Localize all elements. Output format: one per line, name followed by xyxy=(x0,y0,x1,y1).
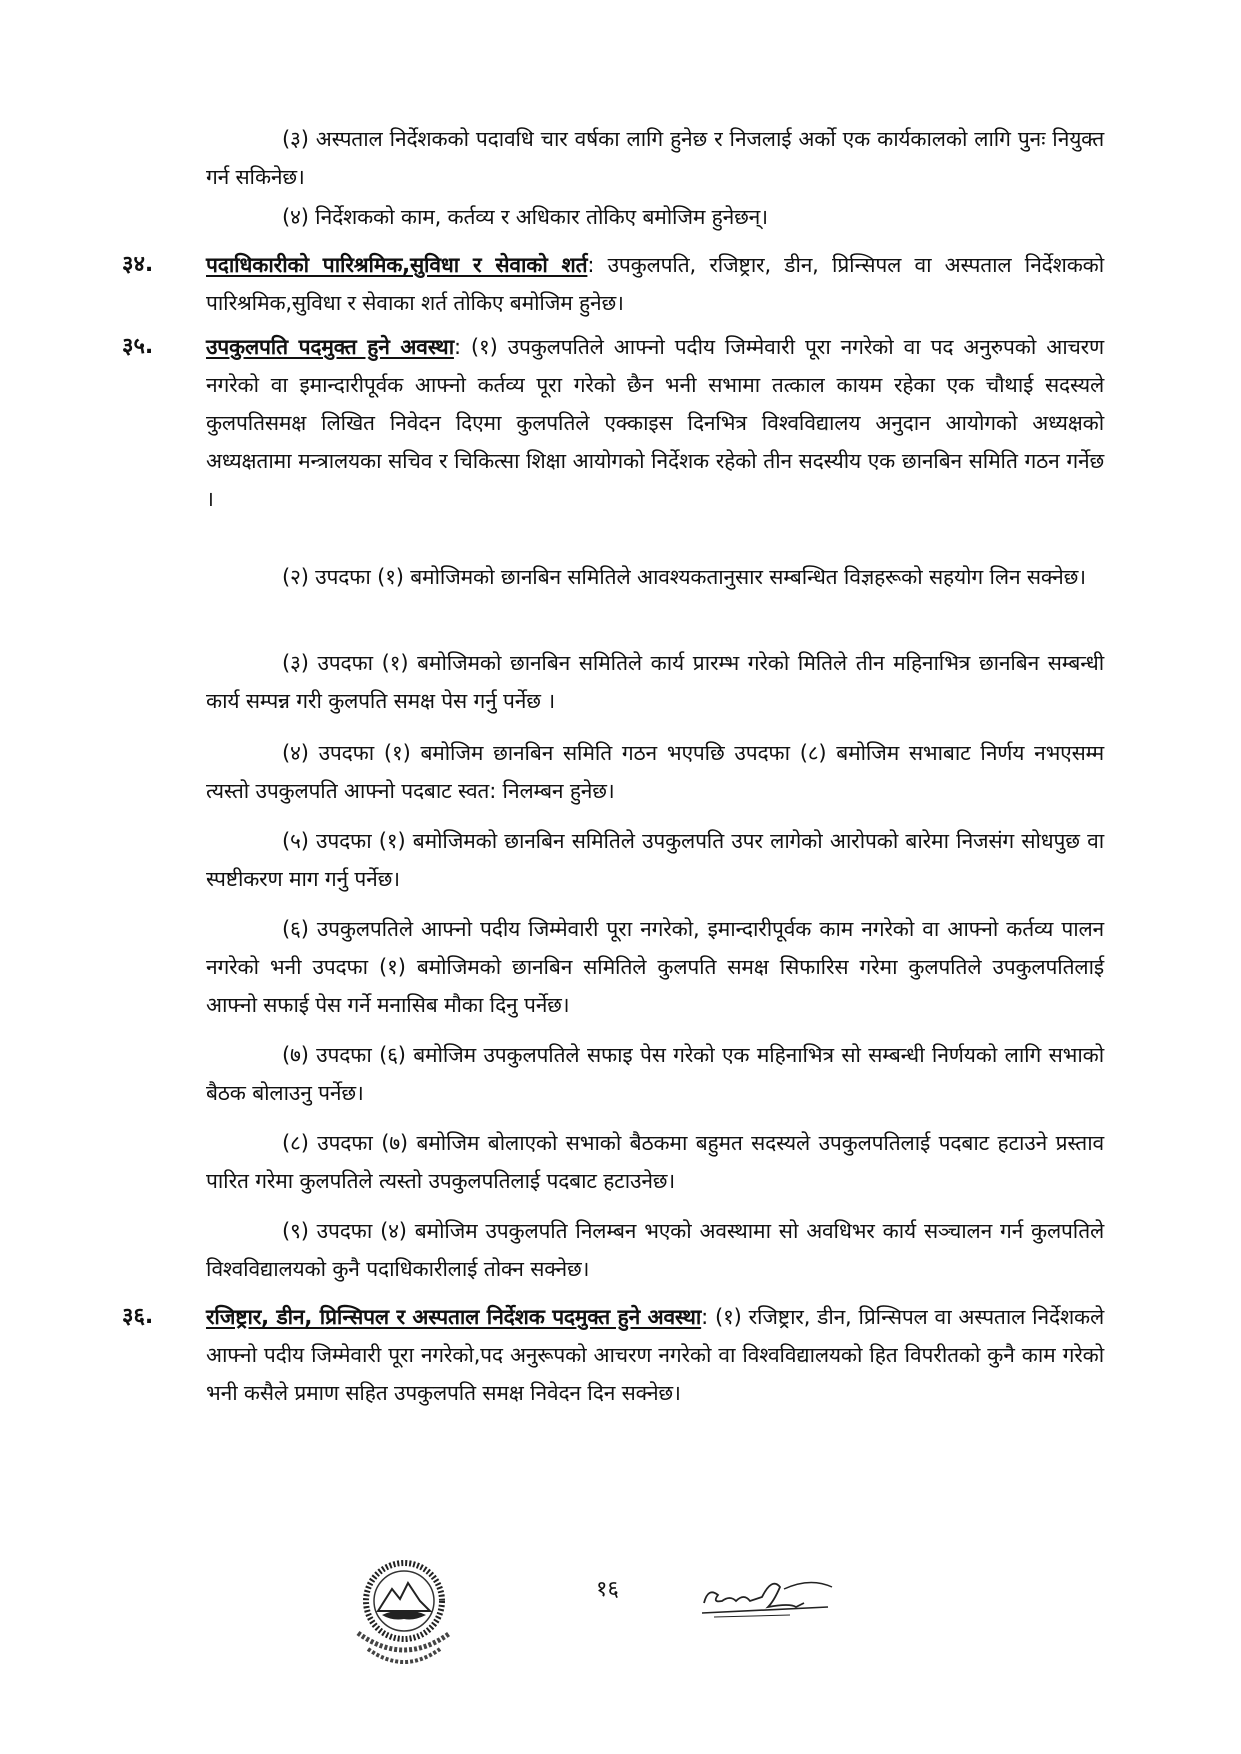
section-35-body: (१) उपकुलपतिले आफ्नो पदीय जिम्मेवारी पूरा नगरेको वा पद अनुरुपको आचरण नगरेको वा इमान्दारीपूर्वक आफ्नो कर्तव्य पूरा गरेको छैन भनी सभामा तत्काल कायम रहेका एक चौथाई सदस्यले कुलपतिसमक्ष लिखित निवेदन दिएमा कुलपतिले एक्काइस दिनभित्र विश्वविद्यालय अनुदान आयोगको अध्यक्षको अध्यक्षतामा मन्त्रालयका सचिव र चिकित्सा शिक्षा आयोगको निर्देशक रहेको तीन सदस्यीय एक छानबिन समिति गठन गर्नेछ । xyxy=(206,335,1104,511)
section-number-36: ३६. xyxy=(122,1304,154,1329)
section-34-heading-colon: : xyxy=(587,253,595,277)
clause-35-2: (२) उपदफा (१) बमोजिमको छानबिन समितिले आवश्यकतानुसार सम्बन्धित विज्ञहरूको सहयोग लिन सक्नेछ। xyxy=(282,565,1086,589)
government-seal-icon xyxy=(348,1555,460,1667)
clause-35-8: (८) उपदफा (७) बमोजिम बोलाएको सभाको बैठकमा बहुमत सदस्यले उपकुलपतिलाई पदबाट हटाउने प्रस्ताव पारित गरेमा कुलपतिले त्यस्तो उपकुलपतिलाई पदबाट हटाउनेछ। xyxy=(206,1131,1104,1193)
section-number-34: ३४. xyxy=(122,252,154,277)
section-36-body: (१) रजिष्ट्रार, डीन, प्रिन्सिपल वा अस्पताल निर्देशकले आफ्नो पदीय जिम्मेवारी पूरा नगरेको,पद अनुरूपको आचरण नगरेको वा विश्वविद्यालयको हित विपरीतको कुनै काम गरेको भनी कसैले प्रमाण सहित उपकुलपति समक्ष निवेदन दिन सक्नेछ। xyxy=(206,1305,1104,1405)
clause-35-5: (५) उपदफा (१) बमोजिमको छानबिन समितिले उपकुलपति उपर लागेको आरोपको बारेमा निजसंग सोधपुछ वा स्पष्टीकरण माग गर्नु पर्नेछ। xyxy=(206,829,1104,891)
section-number-35: ३५. xyxy=(122,334,154,359)
clause-35-3: (३) उपदफा (१) बमोजिमको छानबिन समितिले कार्य प्रारम्भ गरेको मितिले तीन महिनाभित्र छानबिन सम्बन्धी कार्य सम्पन्न गरी कुलपति समक्ष पेस गर्नु पर्नेछ । xyxy=(206,651,1104,713)
section-34-body: उपकुलपति, रजिष्ट्रार, डीन, प्रिन्सिपल वा अस्पताल निर्देशकको पारिश्रमिक,सुविधा र सेवाका शर्त तोकिए बमोजिम हुनेछ। xyxy=(206,253,1104,315)
section-36-heading-colon: : xyxy=(701,1305,709,1329)
clause-35-7: (७) उपदफा (६) बमोजिम उपकुलपतिले सफाइ पेस गरेको एक महिनाभित्र सो सम्बन्धी निर्णयको लागि सभाको बैठक बोलाउनु पर्नेछ। xyxy=(206,1043,1104,1105)
page-footer xyxy=(0,1555,1241,1685)
clause-35-6: (६) उपकुलपतिले आफ्नो पदीय जिम्मेवारी पूरा नगरेको, इमान्दारीपूर्वक काम नगरेको वा आफ्नो कर्तव्य पालन नगरेको भनी उपदफा (१) बमोजिमको छानबिन समितिले कुलपति समक्ष सिफारिस गरेमा कुलपतिले उपकुलपतिलाई आफ्नो सफाई पेस गर्ने मनासिब मौका दिनु पर्नेछ। xyxy=(206,917,1104,1017)
section-36 xyxy=(206,1298,1104,1412)
section-35-heading: उपकुलपति पदमुक्त हुने अवस्था xyxy=(206,335,454,359)
section-35-heading-colon: : xyxy=(453,335,461,359)
clause-33-4: (४) निर्देशकको काम, कर्तव्य र अधिकार तोकिए बमोजिम हुनेछन्। xyxy=(282,205,768,229)
section-34-heading: पदाधिकारीको पारिश्रमिक,सुविधा र सेवाको शर्त xyxy=(206,253,588,277)
section-35 xyxy=(206,328,1104,518)
section-36-heading: रजिष्ट्रार, डीन, प्रिन्सिपल र अस्पताल निर्देशक पदमुक्त हुने अवस्था xyxy=(206,1305,702,1329)
clause-33-3: (३) अस्पताल निर्देशकको पदावधि चार वर्षका लागि हुनेछ र निजलाई अर्को एक कार्यकालको लागि पुनः नियुक्त गर्न सकिनेछ। xyxy=(206,127,1104,189)
handwritten-signature-icon xyxy=(700,1573,835,1623)
clause-35-4: (४) उपदफा (१) बमोजिम छानबिन समिति गठन भएपछि उपदफा (८) बमोजिम सभाबाट निर्णय नभएसम्म त्यस्तो उपकुलपति आफ्नो पदबाट स्वत: निलम्बन हुनेछ। xyxy=(206,741,1104,803)
clause-35-9: (९) उपदफा (४) बमोजिम उपकुलपति निलम्बन भएको अवस्थामा सो अवधिभर कार्य सञ्चालन गर्न कुलपतिले विश्वविद्यालयको कुनै पदाधिकारीलाई तोक्न सक्नेछ। xyxy=(206,1219,1104,1281)
page-number: १६ xyxy=(596,1577,619,1602)
section-34 xyxy=(206,246,1104,322)
